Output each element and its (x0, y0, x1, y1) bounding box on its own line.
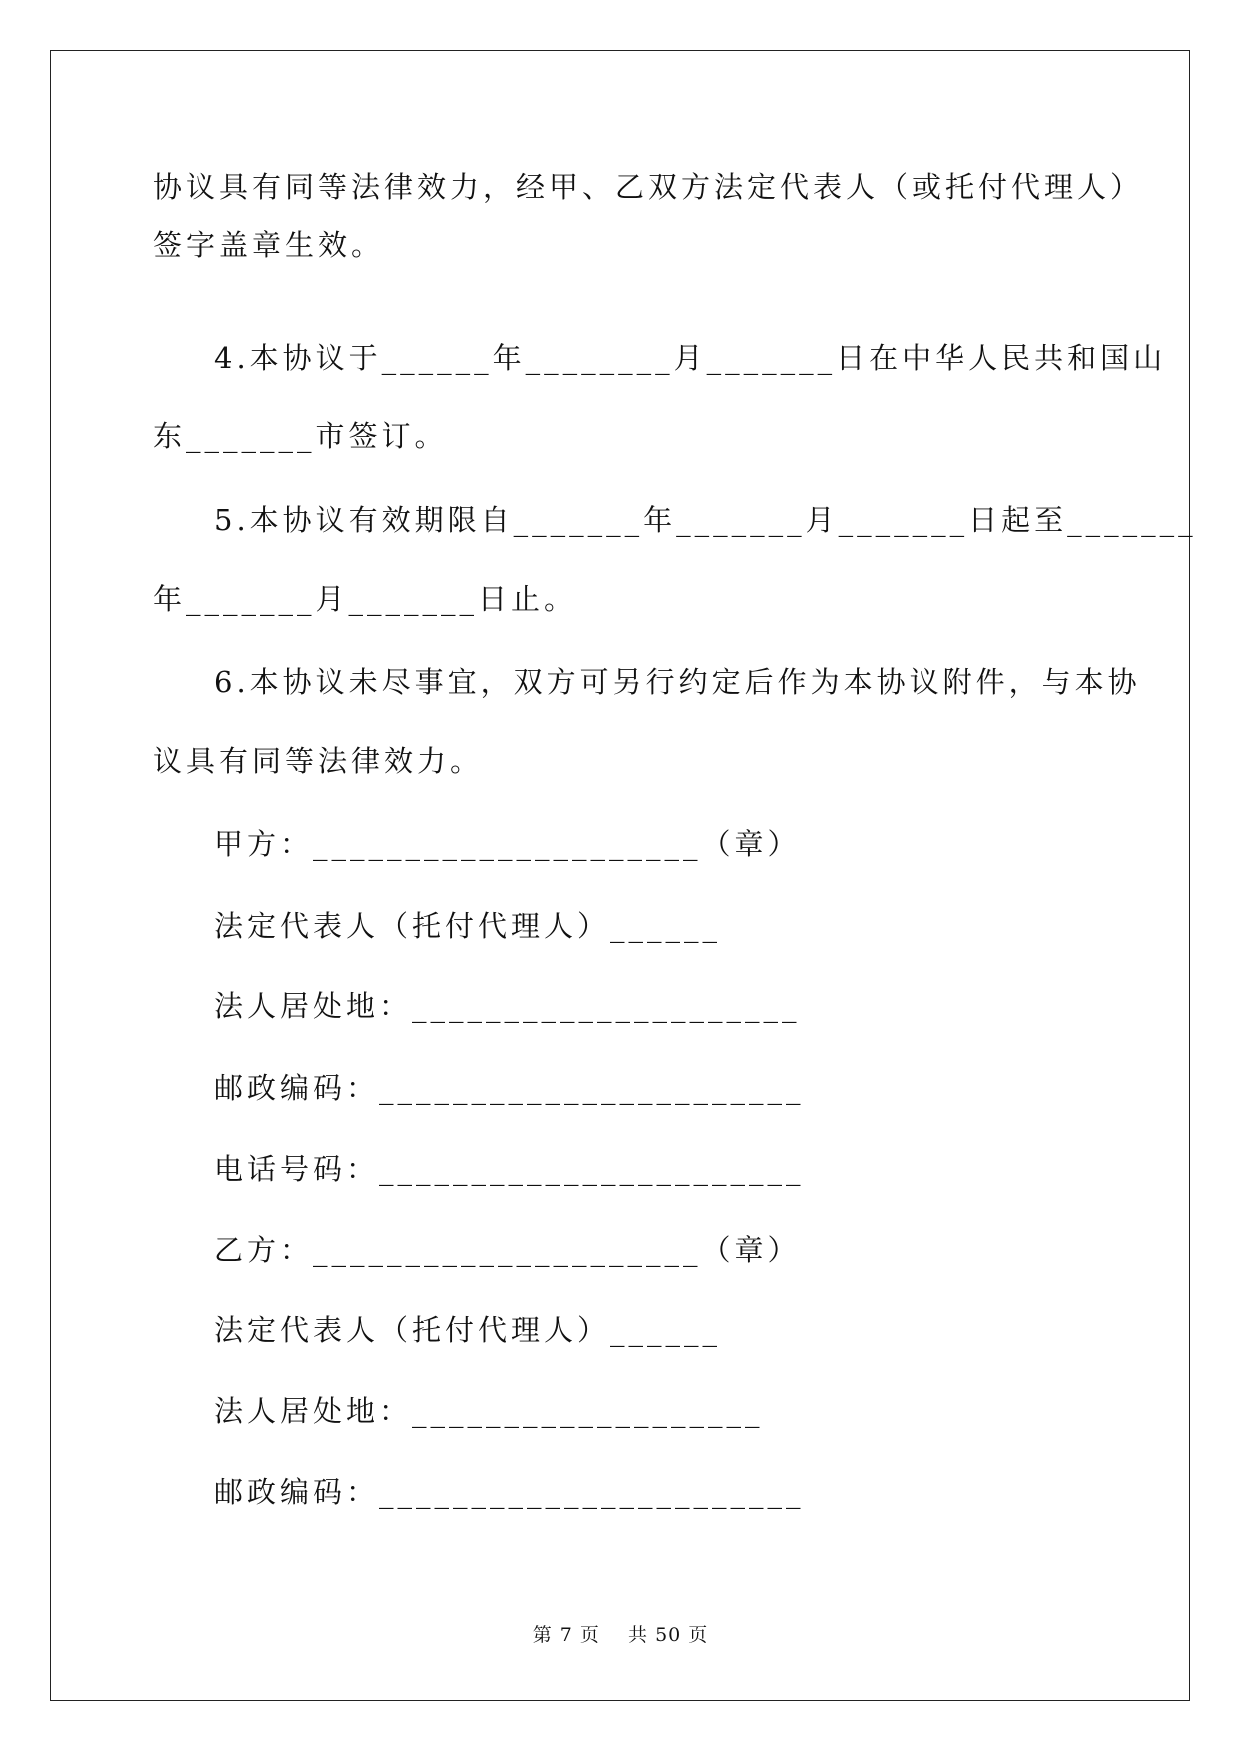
page-number-footer: 第 7 页 共 50 页 (532, 1624, 709, 1646)
clause-4-line: 东_______市签订。 (153, 419, 448, 453)
paragraph-line: 协议具有同等法律效力，经甲、乙双方法定代表人（或托付代理人） (153, 170, 1144, 204)
party-a-address-line: 法人居处地：_____________________ (214, 989, 801, 1023)
party-b-address-line: 法人居处地：___________________ (214, 1394, 764, 1428)
party-a-phone-line: 电话号码：_______________________ (214, 1152, 805, 1186)
page-border (50, 50, 1190, 1701)
clause-6-line: 议具有同等法律效力。 (153, 744, 484, 778)
party-b-postcode-line: 邮政编码：_______________________ (214, 1475, 805, 1509)
clause-5-line: 年_______月_______日止。 (153, 582, 578, 616)
party-b-representative-line: 法定代表人（托付代理人）______ (214, 1313, 722, 1347)
party-a-postcode-line: 邮政编码：_______________________ (214, 1071, 805, 1105)
party-a-representative-line: 法定代表人（托付代理人）______ (214, 909, 722, 943)
clause-4-line: 4.本协议于______年________月_______日在中华人民共和国山 (214, 341, 1167, 375)
clause-6-line: 6.本协议未尽事宜，双方可另行约定后作为本协议附件，与本协 (214, 665, 1141, 699)
paragraph-line: 签字盖章生效。 (153, 228, 385, 262)
party-b-line: 乙方：_____________________（章） (214, 1233, 801, 1267)
clause-5-line: 5.本协议有效期限自_______年_______月_______日起至_______ (214, 503, 1197, 537)
party-a-line: 甲方：_____________________（章） (214, 827, 801, 861)
